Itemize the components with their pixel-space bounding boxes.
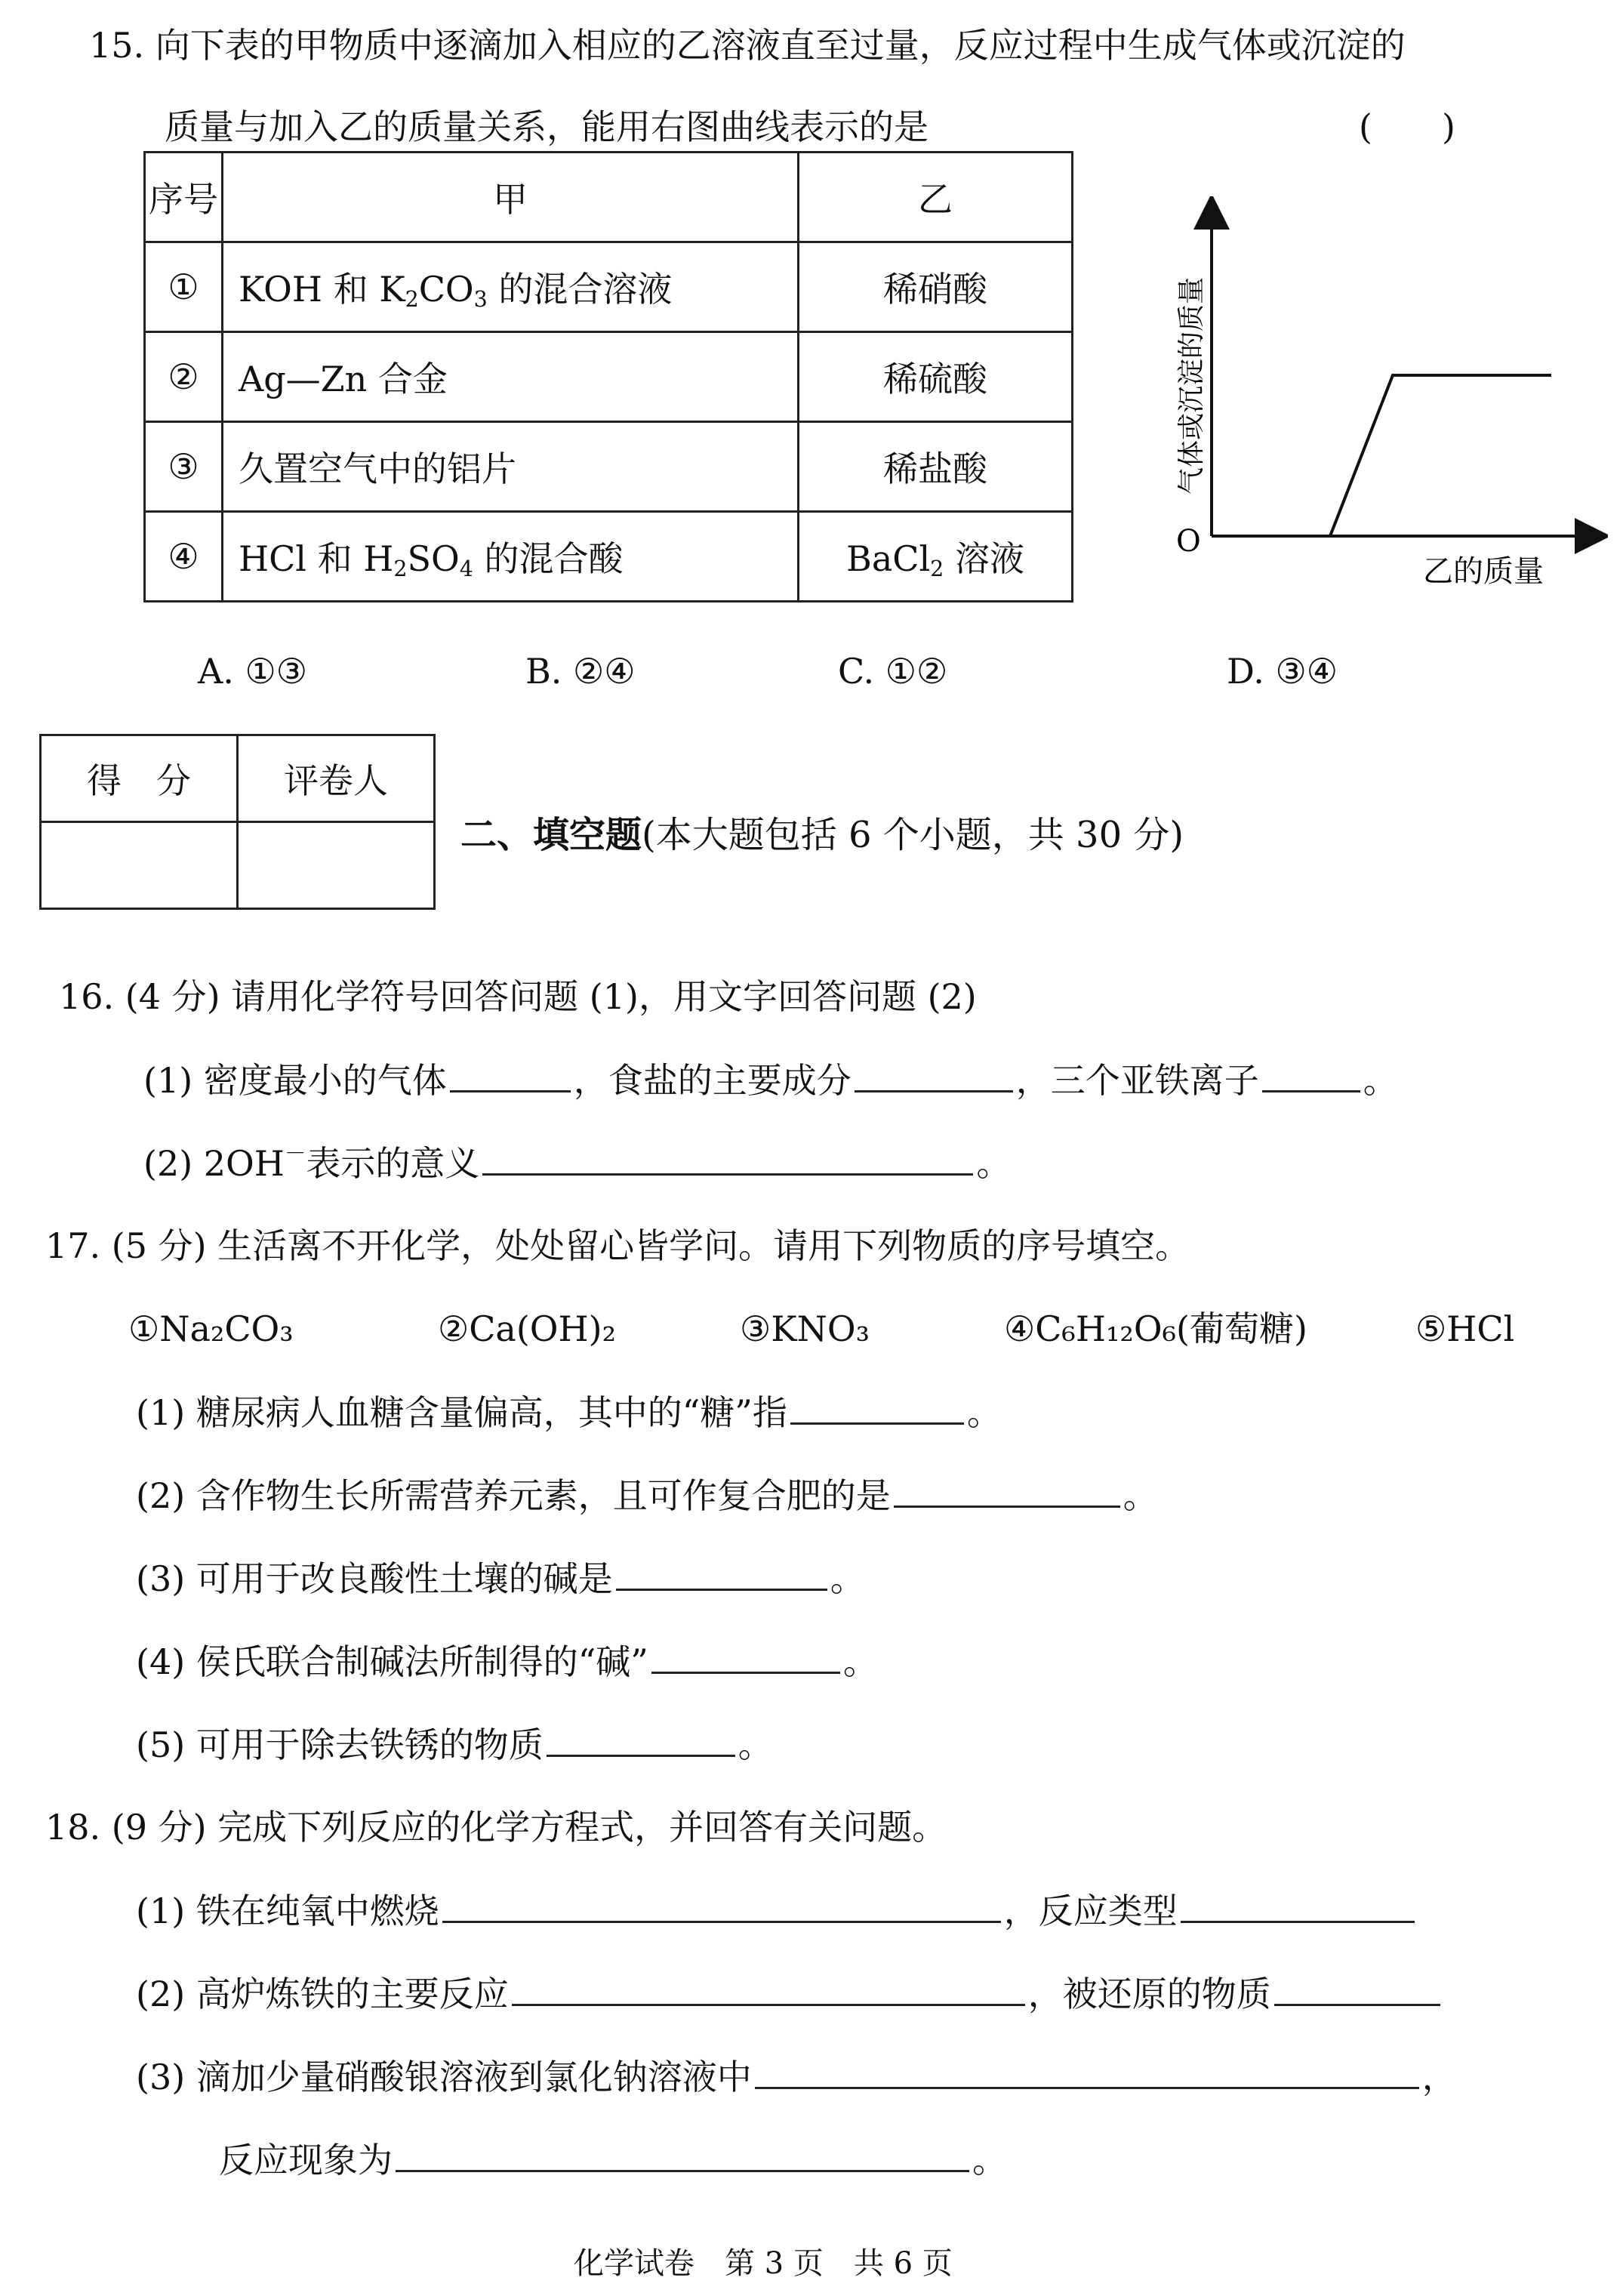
row-no: ② [145,332,223,422]
header-yi: 乙 [799,153,1073,242]
answer-blank[interactable] [396,2137,969,2172]
q15-curve-graph [1155,196,1608,619]
y-axis-label: 气体或沉淀的质量 [1176,276,1207,495]
q18-part3: (3) 滴加少量硝酸银溶液到氯化钠溶液中 ， [136,2054,1457,2100]
grader-label: 评卷人 [238,735,435,822]
q16-part2: (2) 2OH－表示的意义 。 [143,1141,1012,1184]
answer-blank[interactable] [755,2054,1419,2089]
q15-answer-paren: ( ) [1359,106,1455,147]
q18-part4: 反应现象为 。 [219,2137,1007,2183]
table-row [145,512,1073,602]
substance-2: ②Ca(OH)₂ [438,1308,617,1349]
answer-blank[interactable] [1262,1057,1360,1093]
answer-blank[interactable] [894,1472,1120,1508]
x-axis-label: 乙的质量 [1423,554,1544,589]
curve-line [1212,375,1551,536]
row-substance-b: 稀硝酸 [799,242,1073,332]
page-footer: 化学试卷 第 3 页 共 6 页 [574,2246,953,2281]
option-b: B. ②④ [525,651,636,692]
q17-item-1: (1) 糖尿病人血糖含量偏高，其中的“糖”指 。 [136,1389,1002,1435]
q17-item-5: (5) 可用于除去铁锈的物质 。 [136,1721,773,1767]
row-substance-b: BaCl$_2$ 溶液 [799,512,1073,602]
q15-table [143,151,1073,603]
table-row [145,242,1073,332]
row-no: ③ [145,422,223,512]
q17-item-2: (2) 含作物生长所需营养元素，且可作复合肥的是 。 [136,1472,1158,1518]
header-jia: 甲 [223,153,799,242]
substance-5: ⑤HCl [1415,1308,1515,1349]
q17-stem: 17. (5 分) 生活离不开化学，处处留心皆学问。请用下列物质的序号填空。 [45,1225,1190,1266]
header-no: 序号 [145,153,223,242]
row-no: ④ [145,512,223,602]
q15-stem-line1: 15. 向下表的甲物质中逐滴加入相应的乙溶液直至过量，反应过程中生成气体或沉淀的 [89,25,1406,66]
row-substance-a: HCl 和 $H_2SO_4$ 的混合酸 [223,512,799,602]
origin-label: O [1176,524,1201,559]
q18-part2: (2) 高炉炼铁的主要反应 ，被还原的物质 [136,1971,1443,2017]
option-c: C. ①② [838,651,948,692]
q16-stem: 16. (4 分) 请用化学符号回答问题 (1)，用文字回答问题 (2) [59,976,977,1017]
section-heading: 二、填空题(本大题包括 6 个小题，共 30 分) [460,814,1184,856]
score-label: 得 分 [41,735,238,822]
q18-part1: (1) 铁在纯氧中燃烧 ，反应类型 [136,1888,1418,1934]
substance-4: ④C₆H₁₂O₆(葡萄糖) [1004,1308,1307,1349]
answer-blank[interactable] [651,1638,840,1674]
row-substance-b: 稀硫酸 [799,332,1073,422]
q17-item-3: (3) 可用于改良酸性土壤的碱是 。 [136,1555,865,1601]
row-substance-a: KOH 和 $K_2CO_3$ 的混合溶液 [223,242,799,332]
table-row [145,332,1073,422]
option-a: A. ①③ [198,651,307,692]
answer-blank[interactable] [616,1555,827,1591]
row-no: ① [145,242,223,332]
answer-blank[interactable] [1274,1971,1440,2006]
table-row [145,422,1073,512]
row-substance-b: 稀盐酸 [799,422,1073,512]
option-d: D. ③④ [1227,651,1338,692]
score-box [39,734,436,910]
table-header-row [145,153,1073,242]
answer-blank[interactable] [482,1140,973,1176]
answer-blank[interactable] [512,1971,1025,2006]
score-cell [41,822,238,909]
answer-blank[interactable] [450,1057,571,1093]
answer-blank[interactable] [790,1389,964,1425]
grader-cell [238,822,435,909]
answer-blank[interactable] [442,1888,1001,1923]
row-substance-a: 久置空气中的铝片 [223,422,799,512]
answer-blank[interactable] [1181,1888,1415,1923]
q16-part1: (1) 密度最小的气体 ，食盐的主要成分 ，三个亚铁离子 。 [143,1057,1398,1103]
answer-blank[interactable] [855,1057,1013,1093]
q18-stem: 18. (9 分) 完成下列反应的化学方程式，并回答有关问题。 [45,1807,947,1848]
q15-stem-line2: 质量与加入乙的质量关系，能用右图曲线表示的是 [165,106,929,147]
q17-item-4: (4) 侯氏联合制碱法所制得的“碱” 。 [136,1638,878,1684]
answer-blank[interactable] [547,1721,735,1757]
substance-1: ①Na₂CO₃ [128,1308,294,1349]
substance-3: ③KNO₃ [740,1308,870,1349]
row-substance-a: Ag—Zn 合金 [223,332,799,422]
